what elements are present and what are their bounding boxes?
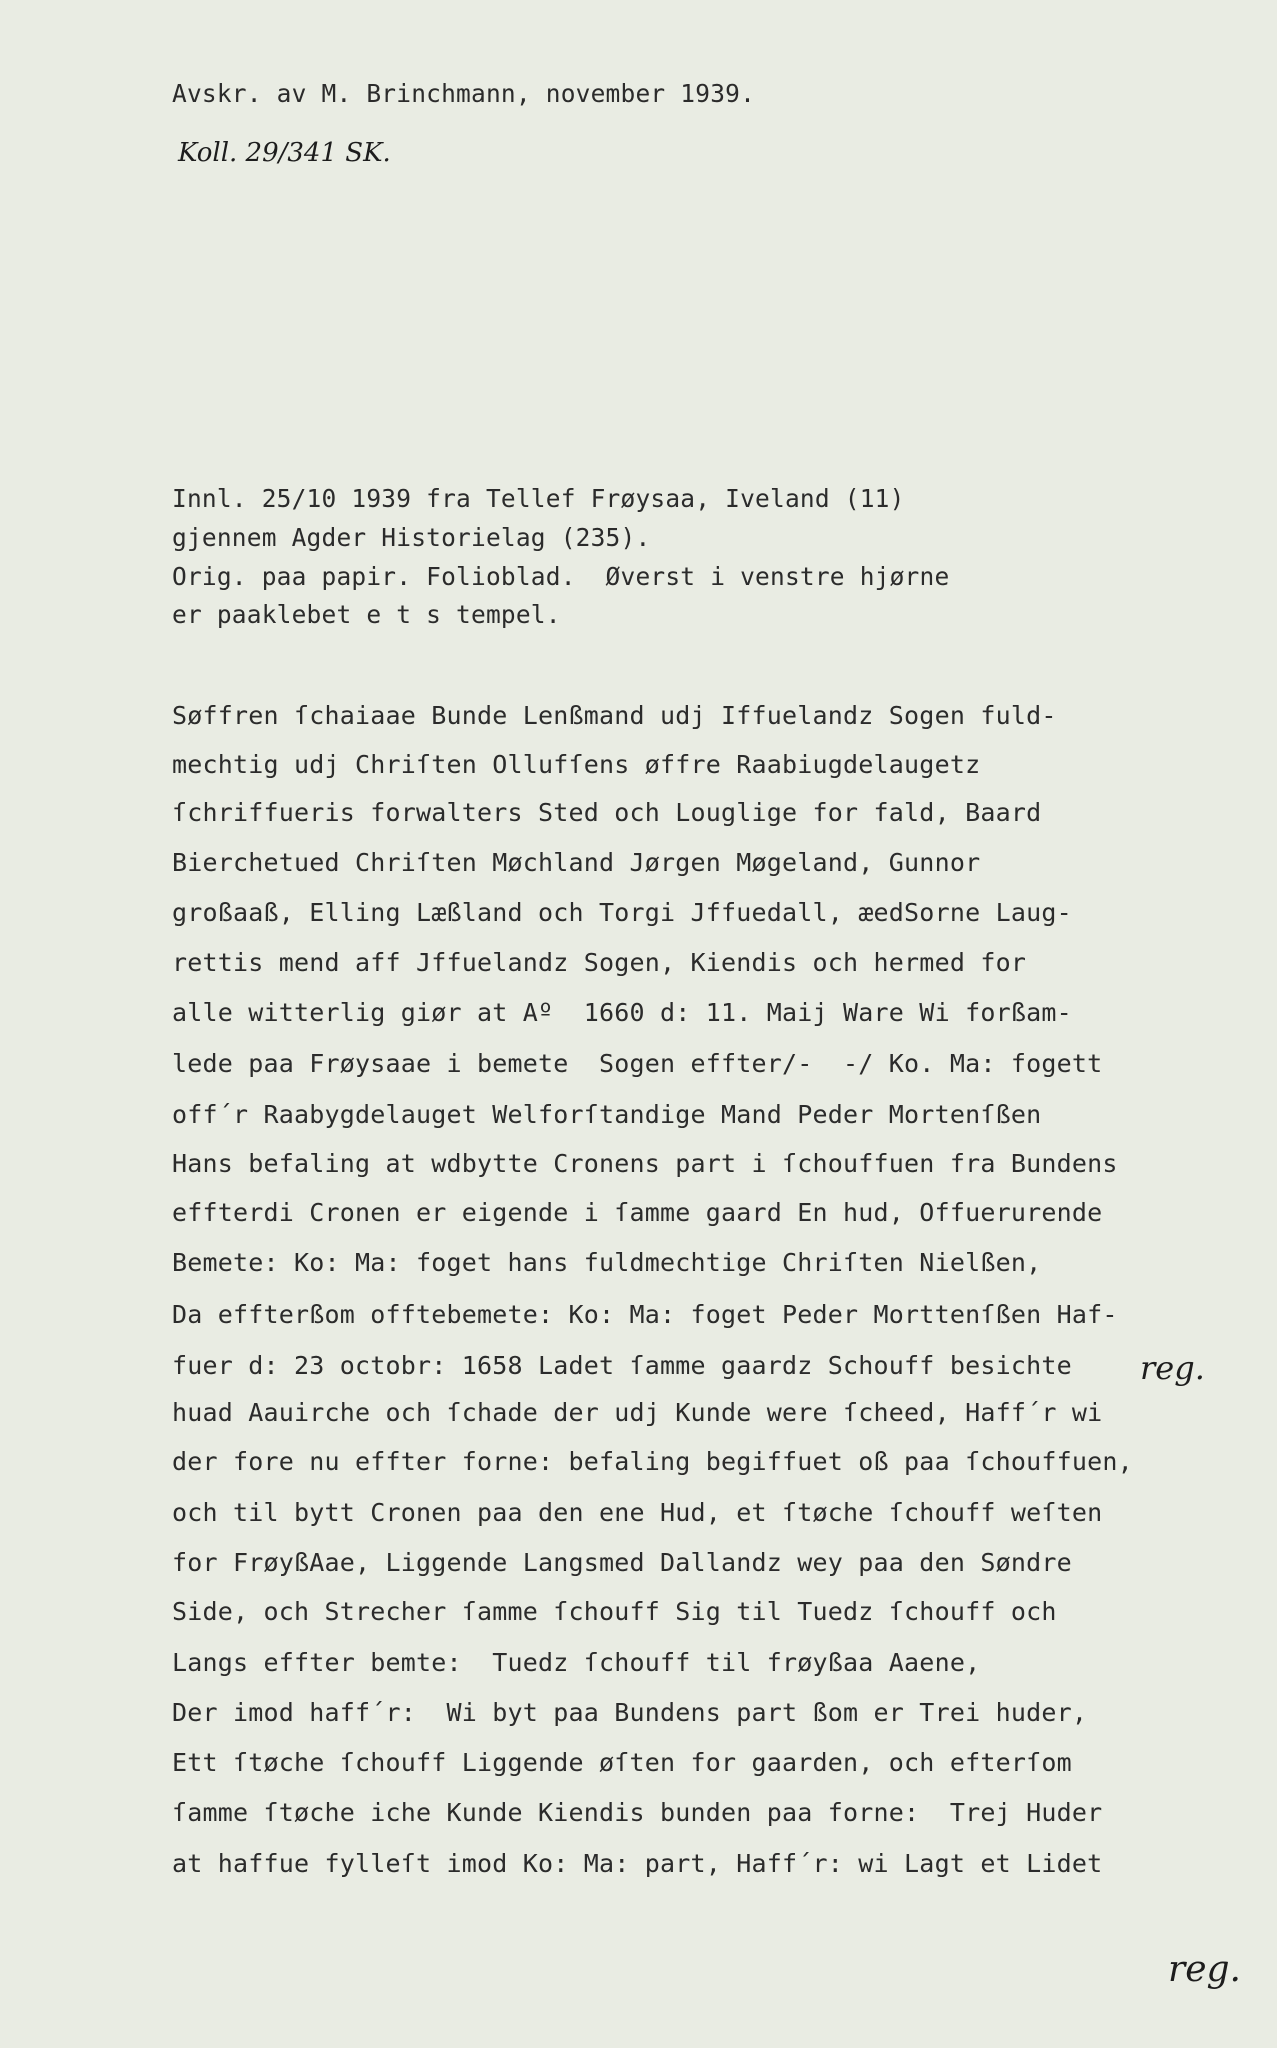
text-line: Der imod haff´r: Wi byt paa Bundens part ßom er Trei huder, [172, 1698, 1088, 1727]
text-line: ſchriffueris forwalters Sted och Louglige for fald, Baard [172, 798, 1042, 827]
text-line: huad Aauirche och ſchade der udj Kunde were ſcheed, Haff´r wi [172, 1398, 1103, 1427]
text-line: ſamme ſtøche iche Kunde Kiendis bunden paa forne: Trej Huder [172, 1798, 1103, 1827]
text-line: Bierchetued Chriſten Møchland Jørgen Møgeland, Gunnor [172, 848, 981, 877]
text-line: at haffue fylleſt imod Ko: Ma: part, Haff´r: wi Lagt et Lidet [172, 1849, 1103, 1878]
transcription-note: Avskr. av M. Brinchmann, november 1939. [172, 79, 756, 108]
text-line: och til bytt Cronen paa den ene Hud, et ſtøche ſchouff weſten [172, 1498, 1103, 1527]
intro-line: er paaklebet e t s tempel. [172, 600, 561, 629]
text-line: großaaß, Elling Læßland och Torgi Jffuedall, æedSorne Laug- [172, 898, 1072, 927]
text-line: mechtig udj Chriſten Ollufſens øffre Raabiugdelaugetz [172, 750, 981, 779]
intro-line: gjennem Agder Historielag (235). [172, 523, 651, 552]
text-line: alle witterlig giør at Aº 1660 d: 11. Maij Ware Wi forßam- [172, 998, 1072, 1027]
text-line: Hans befaling at wdbytte Cronens part i ſchouffuen fra Bundens [172, 1149, 1118, 1178]
text-line: Langs effter bemte: Tuedz ſchouff til frøyßaa Aaene, [172, 1648, 981, 1677]
text-line: for FrøyßAae, Liggende Langsmed Dallandz wey paa den Søndre [172, 1548, 1072, 1577]
text-line: Søffren ſchaiaae Bunde Lenßmand udj Iffuelandz Sogen fuld- [172, 701, 1057, 730]
text-line: off´r Raabygdelauget Welforſtandige Mand Peder Mortenſßen [172, 1100, 1042, 1129]
text-line: fuer d: 23 octobr: 1658 Ladet ſamme gaardz Schouff besichte [172, 1351, 1072, 1380]
text-line: Ett ſtøche ſchouff Liggende øſten for gaarden, och efterſom [172, 1748, 1072, 1777]
text-line: Side, och Strecher ſamme ſchouff Sig til Tuedz ſchouff och [172, 1597, 1057, 1626]
text-line: rettis mend aff Jffuelandz Sogen, Kiendis och hermed for [172, 948, 1027, 977]
collection-reference: Koll. 29/341 SK. [178, 138, 391, 168]
text-line: lede paa Frøysaae i bemete Sogen effter/- -/ Ko. Ma: fogett [172, 1049, 1103, 1078]
text-line: effterdi Cronen er eigende i ſamme gaard En hud, Offuerurende [172, 1198, 1103, 1227]
margin-note-reg-bottom: reg. [1168, 1949, 1242, 1990]
text-line: der fore nu effter forne: befaling begiffuet oß paa ſchouffuen, [172, 1447, 1133, 1476]
intro-line: Orig. paa papir. Folioblad. Øverst i venstre hjørne [172, 562, 950, 591]
margin-note-reg: reg. [1140, 1349, 1205, 1387]
text-line: Da effterßom offtebemete: Ko: Ma: foget Peder Morttenſßen Haf- [172, 1300, 1118, 1329]
intro-line: Innl. 25/10 1939 fra Tellef Frøysaa, Iveland (11) [172, 484, 905, 513]
text-line: Bemete: Ko: Ma: foget hans fuldmechtige Chriſten Nielßen, [172, 1248, 1042, 1277]
